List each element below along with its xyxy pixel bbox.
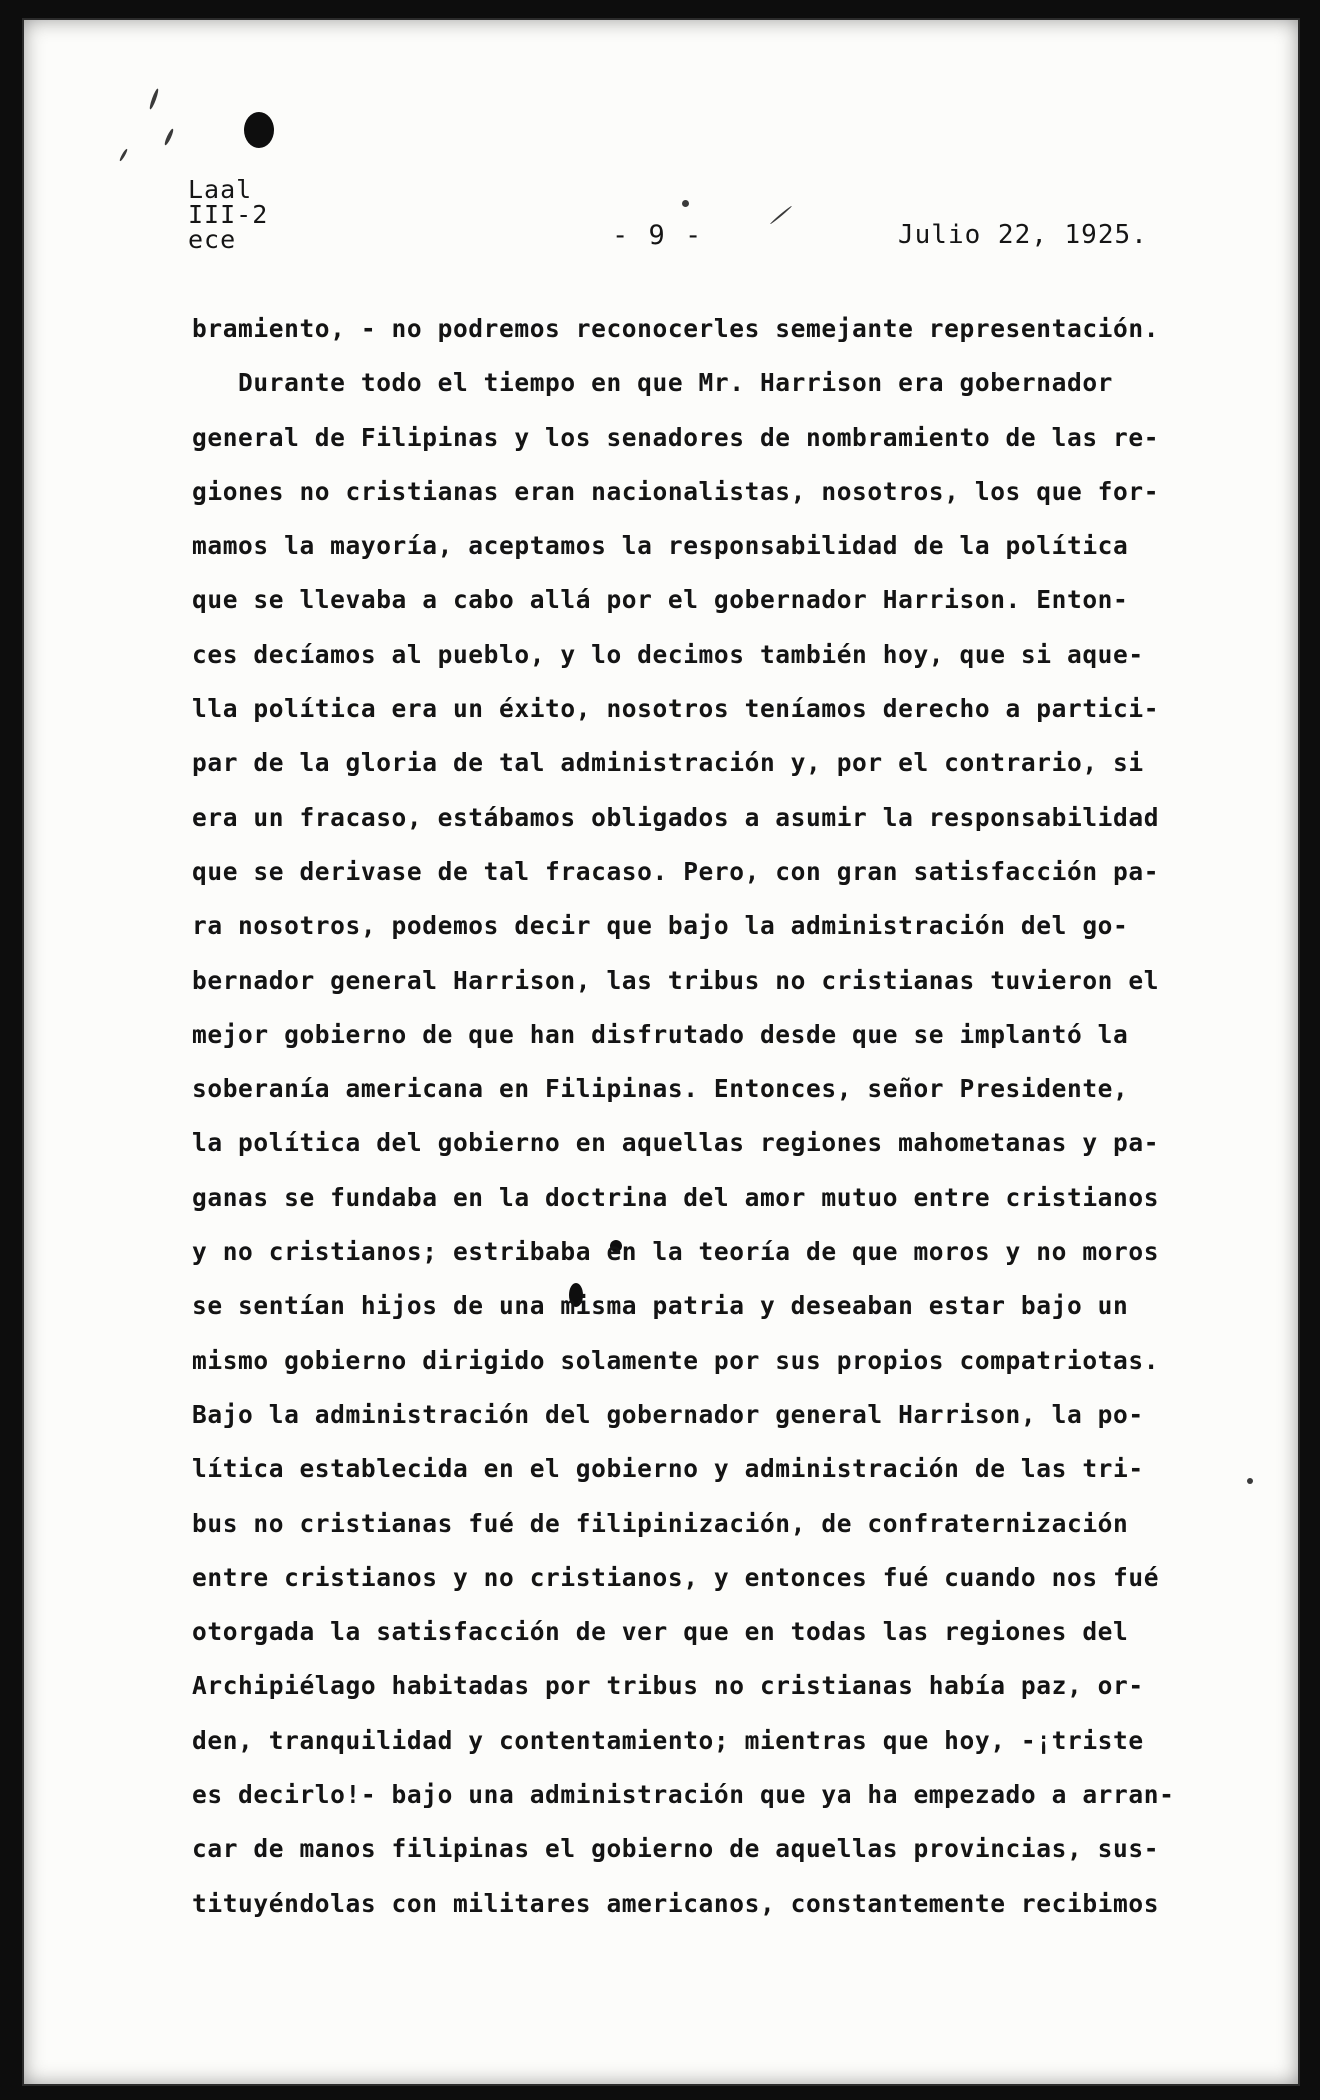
text-line: ra nosotros, podemos decir que bajo la administración del go- (192, 911, 1129, 941)
text-line: Durante todo el tiempo en que Mr. Harrison era gobernador (192, 368, 1114, 398)
text-line: que se llevaba a cabo allá por el gobernador Harrison. Enton- (192, 585, 1129, 615)
scan-speck (119, 148, 129, 162)
body-text (192, 302, 1242, 1931)
scan-border-top (0, 0, 1320, 18)
text-line: Bajo la administración del gobernador general Harrison, la po- (192, 1399, 1144, 1429)
text-line: ganas se fundaba en la doctrina del amor mutuo entre cristianos (192, 1182, 1160, 1212)
page-number: - 9 - (612, 220, 704, 251)
text-line: era un fracaso, estábamos obligados a asumir la responsabilidad (192, 802, 1160, 832)
scan-speck (770, 205, 793, 225)
reference-code (188, 177, 268, 252)
text-line: bus no cristianas fué de filipinización, de confraternización (192, 1508, 1129, 1538)
text-line: otorgada la satisfacción de ver que en todas las regiones del (192, 1617, 1129, 1647)
scan-speck (163, 128, 174, 146)
scan-speck (682, 200, 689, 207)
text-line: den, tranquilidad y contentamiento; mientras que hoy, -¡triste (192, 1725, 1144, 1755)
scan-speck (1247, 1478, 1253, 1484)
text-line: Archipiélago habitadas por tribus no cristianas había paz, or- (192, 1671, 1144, 1701)
document-date: Julio 22, 1925. (898, 220, 1148, 250)
text-line: mismo gobierno dirigido solamente por sus propios compatriotas. (192, 1345, 1160, 1375)
text-line: la política del gobierno en aquellas regiones mahometanas y pa- (192, 1128, 1160, 1158)
text-line: giones no cristianas eran nacionalistas, nosotros, los que for- (192, 476, 1160, 506)
text-line: soberanía americana en Filipinas. Entonces, señor Presidente, (192, 1074, 1129, 1104)
text-line: ces decíamos al pueblo, y lo decimos también hoy, que si aque- (192, 639, 1144, 669)
text-line: car de manos filipinas el gobierno de aquellas provincias, sus- (192, 1834, 1160, 1864)
reference-line: III-2 (188, 200, 269, 229)
text-line: lla política era un éxito, nosotros teníamos derecho a partici- (192, 694, 1160, 724)
text-line: tituyéndolas con militares americanos, constantemente recibimos (192, 1888, 1160, 1918)
ink-blot (244, 112, 274, 148)
text-line: par de la gloria de tal administración y, por el contrario, si (192, 748, 1144, 778)
text-line: se sentían hijos de una misma patria y deseaban estar bajo un (192, 1291, 1129, 1321)
reference-line: Laal (188, 175, 253, 204)
text-line: entre cristianos y no cristianos, y entonces fué cuando nos fué (192, 1562, 1160, 1592)
scan-border-right (1300, 0, 1320, 2100)
text-line: lítica establecida en el gobierno y administración de las tri- (192, 1454, 1144, 1484)
text-line: general de Filipinas y los senadores de nombramiento de las re- (192, 422, 1160, 452)
text-line: es decirlo!- bajo una administración que ya ha empezado a arran- (192, 1780, 1175, 1810)
text-line: que se derivase de tal fracaso. Pero, con gran satisfacción pa- (192, 856, 1160, 886)
text-line: mejor gobierno de que han disfrutado desde que se implantó la (192, 1019, 1129, 1049)
scan-border-bottom (0, 2086, 1320, 2100)
reference-line: ece (188, 225, 237, 254)
scan-speck (148, 88, 159, 110)
text-line: y no cristianos; estribaba en la teoría de que moros y no moros (192, 1237, 1160, 1267)
text-line: bramiento, - no podremos reconocerles semejante representación. (192, 314, 1160, 343)
text-line: bernador general Harrison, las tribus no cristianas tuvieron el (192, 965, 1160, 995)
scan-border-left (0, 0, 22, 2100)
text-line: mamos la mayoría, aceptamos la responsabilidad de la política (192, 531, 1129, 561)
